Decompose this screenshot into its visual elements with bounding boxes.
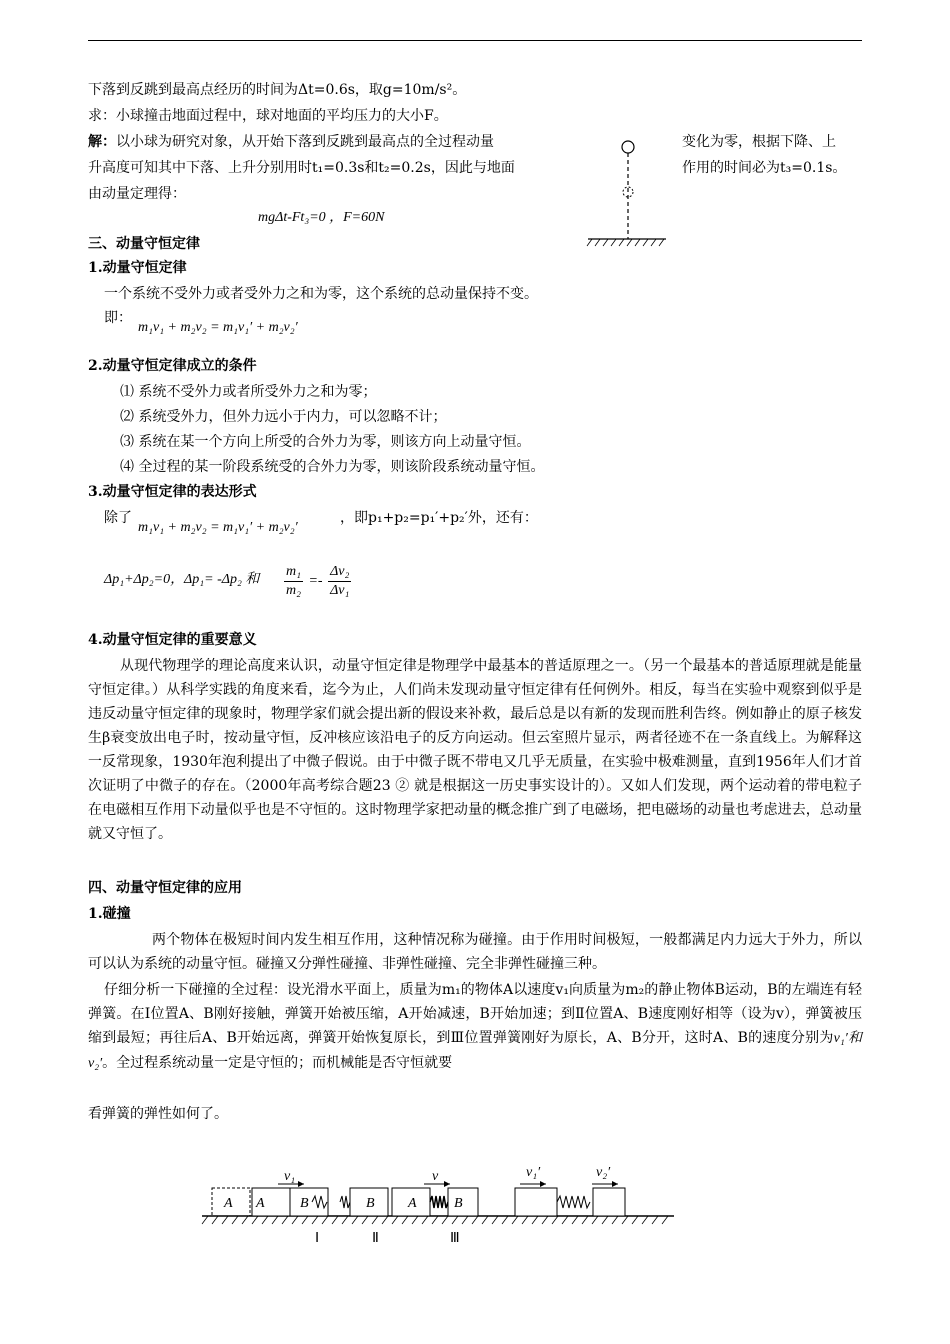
mass-fraction	[284, 563, 303, 600]
subsection-heading: 1.动量守恒定律	[88, 260, 187, 276]
position-label: Ⅱ	[372, 1231, 379, 1246]
solution-right: 作用的时间必为t₃=0.1s。	[682, 160, 847, 176]
collision-diagram	[200, 1160, 680, 1250]
final-velocities: v₁′和v₂′	[88, 1031, 862, 1071]
block-b-label: B	[366, 1196, 375, 1211]
solution-right: 变化为零，根据下降、上	[682, 134, 836, 150]
block-b-label: B	[454, 1196, 463, 1211]
equals-minus: =-	[308, 573, 323, 589]
block-b-label: B	[300, 1196, 309, 1211]
position-label: Ⅲ	[450, 1231, 460, 1246]
frac-numerator: Δv₂	[328, 563, 351, 582]
equation: mgΔt-Ft₃=0 ，F=60N	[258, 210, 385, 225]
condition-item: ⑴ 系统不受外力或者所受外力之和为零；	[120, 384, 377, 400]
velocity-label: v	[432, 1169, 439, 1184]
collision-paragraph: 两个物体在极短时间内发生相互作用，这种情况称为碰撞。由于作用时间极短，一般都满足内力远大于外力，所以可以认为系统的动量守恒。碰撞又分弹性碰撞、非弹性碰撞、完全非弹性碰撞三种。	[88, 932, 862, 972]
velocity-label: v₂′	[596, 1165, 611, 1180]
ball-drop-diagram	[586, 136, 668, 250]
solution-line: 升高度可知其中下落、上升分别用时t₁=0.3s和t₂=0.2s，因此与地面	[88, 160, 515, 176]
ratio-formula	[282, 563, 353, 600]
conservation-formula: m₁v₁ + m₂v₂ = m₁v₁′ + m₂v₂′	[138, 520, 298, 535]
text-line: 求：小球撞击地面过程中，球对地面的平均压力的大小F。	[88, 108, 448, 124]
position-label: Ⅰ	[315, 1231, 320, 1246]
subsection-heading: 2.动量守恒定律成立的条件	[88, 358, 257, 374]
analysis-text-end: 。全过程系统动量一定是守恒的；而机械能是否守恒就要	[102, 1055, 453, 1071]
frac-denominator: Δv₁	[330, 583, 350, 598]
text-fragment: 除了	[104, 510, 132, 526]
ji-label: 即：	[104, 310, 132, 326]
solution-label: 解：	[88, 134, 116, 150]
solution-line: 由动量定理得：	[88, 186, 186, 202]
condition-item: ⑶ 系统在某一个方向上所受的合外力为零，则该方向上动量守恒。	[120, 434, 531, 450]
frac-numerator: m₁	[284, 563, 303, 582]
velocity-label: v₁	[284, 1169, 296, 1184]
block-a-label: A	[408, 1196, 417, 1211]
subsection-heading: 4.动量守恒定律的重要意义	[88, 632, 257, 648]
frac-denominator: m₂	[286, 583, 301, 598]
velocity-label: v₁′	[526, 1165, 541, 1180]
text-line: 一个系统不受外力或者受外力之和为零，这个系统的总动量保持不变。	[104, 286, 538, 302]
text-line: 下落到反跳到最高点经历的时间为Δt=0.6s，取g=10m/s²。	[88, 82, 467, 98]
subsection-heading: 1.碰撞	[88, 906, 131, 922]
condition-item: ⑵ 系统受外力，但外力远小于内力，可以忽略不计；	[120, 409, 447, 425]
solution-line	[88, 132, 494, 152]
text-fragment: ，即p₁+p₂=p₁′+p₂′外，还有：	[340, 510, 538, 526]
solution-text: 以小球为研究对象，从开始下落到反跳到最高点的全过程动量	[116, 134, 494, 150]
block-a-label: A	[256, 1196, 265, 1211]
subsection-heading: 3.动量守恒定律的表达形式	[88, 484, 257, 500]
header-rule	[88, 40, 862, 41]
delta-equation: Δp₁+Δp₂=0，Δp₁= -Δp₂ 和	[104, 572, 260, 587]
analysis-text: 仔细分析一下碰撞的全过程：设光滑水平面上，质量为m₁的物体A以速度v₁向质量为m₂的静止物体B运动，B的左端连有轻弹簧。在Ⅰ位置A、B刚好接触，弹簧开始被压缩，A开始减速，B开始加速；到Ⅱ位置A、B速度刚好相等（设为v），弹簧被压缩到最短；再往后A、B开始远离，弹簧开始恢复原长，到Ⅲ位置弹簧刚好为原长，A、B分开，这时A、B的速度分别为	[88, 982, 862, 1046]
section-heading: 四、动量守恒定律的应用	[88, 880, 242, 896]
block-a-label: A	[224, 1196, 233, 1211]
significance-paragraph: 从现代物理学的理论高度来认识，动量守恒定律是物理学中最基本的普适原理之一。（另一个最基本的普适原理就是能量守恒定律。）从科学实践的角度来看，迄今为止，人们尚未发现动量守恒定律有任何例外。相反，每当在实验中观察到似乎是违反动量守恒定律的现象时，物理学家们就会提出新的假设来补救，最后总是以有新的发现而胜利告终。例如静止的原子核发生β衰变放出电子时，按动量守恒，反冲核应该沿电子的反方向运动。但云室照片显示，两者径迹不在一条直线上。为解释这一反常现象，1930年泡利提出了中微子假说。由于中微子既不带电又几乎无质量，在实验中极难测量，直到1956年人们才首次证明了中微子的存在。（2000年高考综合题23 ② 就是根据这一历史事实设计的）。又如人们发现，两个运动着的带电粒子在电磁相互作用下动量似乎也是不守恒的。这时物理学家把动量的概念推广到了电磁场，把电磁场的动量也考虑进去，总动量就又守恒了。	[88, 658, 862, 842]
section-heading: 三、动量守恒定律	[88, 236, 200, 252]
collision-analysis	[88, 978, 862, 1076]
formula-line	[104, 308, 132, 328]
conservation-formula: m₁v₁ + m₂v₂ = m₁v₁′ + m₂v₂′	[138, 320, 298, 335]
velocity-fraction	[328, 563, 351, 600]
condition-item: ⑷ 全过程的某一阶段系统受的合外力为零，则该阶段系统动量守恒。	[120, 459, 545, 475]
text-line: 看弹簧的弹性如何了。	[88, 1106, 228, 1122]
